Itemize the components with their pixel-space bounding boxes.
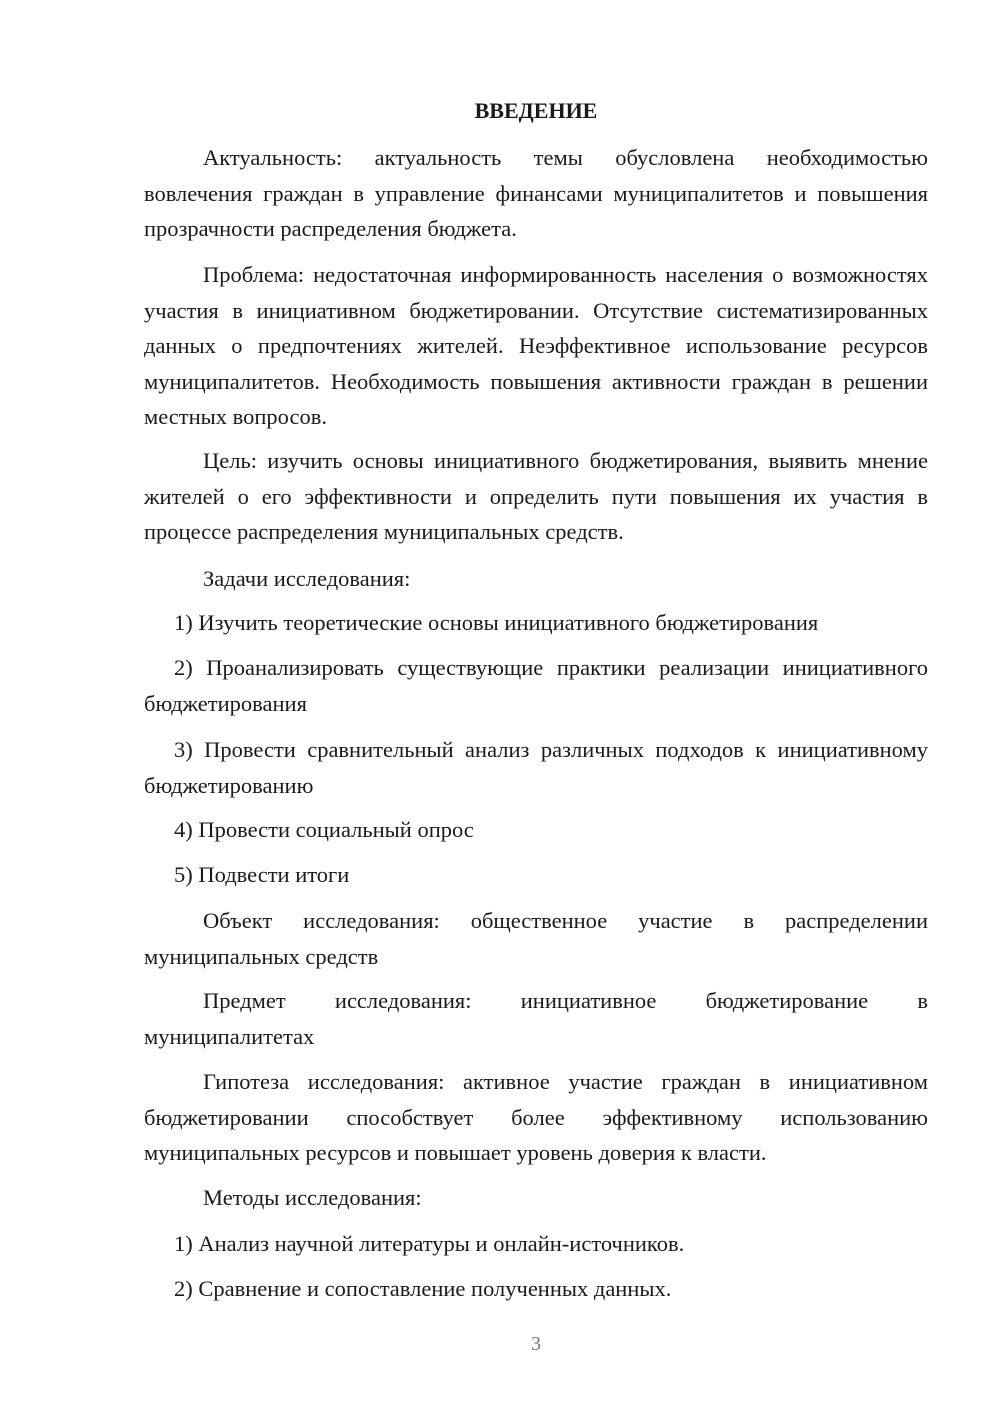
goal-paragraph: Цель: изучить основы инициативного бюджетирования, выявить мнение жителей о его эффективности и определить пути повышения их участия в процессе распределения муниципальных средств. — [144, 448, 928, 544]
relevance-paragraph: Актуальность: актуальность темы обусловлена необходимостью вовлечения граждан в управление финансами муниципалитетов и повышения прозрачности распределения бюджета. — [144, 145, 928, 241]
section-heading: ВВЕДЕНИЕ — [474, 98, 598, 123]
object-paragraph: Объект исследования: общественное участие в распределении муниципальных средств — [144, 908, 928, 969]
task-item-5: 5) Подвести итоги — [174, 862, 350, 887]
page-number: 3 — [531, 1333, 541, 1355]
method-item-2: 2) Сравнение и сопоставление полученных данных. — [174, 1276, 672, 1301]
methods-heading: Методы исследования: — [203, 1185, 422, 1210]
problem-paragraph: Проблема: недостаточная информированность населения о возможностях участия в инициативном бюджетировании. Отсутствие систематизированных данных о предпочтениях жителей. Неэффективное использование ресурсов муниципалитетов. Необходимость повышения активности граждан в решении местных вопросов. — [144, 262, 928, 429]
task-item-1: 1) Изучить теоретические основы инициативного бюджетирования — [174, 610, 819, 635]
task-item-2: 2) Проанализировать существующие практики реализации инициативного бюджетирования — [144, 655, 928, 716]
subject-paragraph: Предмет исследования: инициативное бюджетирование в муниципалитетах — [144, 988, 928, 1049]
hypothesis-paragraph: Гипотеза исследования: активное участие граждан в инициативном бюджетировании способствует более эффективному использованию муниципальных ресурсов и повышает уровень доверия к власти. — [144, 1069, 928, 1165]
tasks-heading: Задачи исследования: — [203, 566, 411, 591]
task-item-4: 4) Провести социальный опрос — [174, 817, 474, 842]
method-item-1: 1) Анализ научной литературы и онлайн-источников. — [174, 1231, 685, 1256]
task-item-3: 3) Провести сравнительный анализ различных подходов к инициативному бюджетированию — [144, 737, 928, 798]
